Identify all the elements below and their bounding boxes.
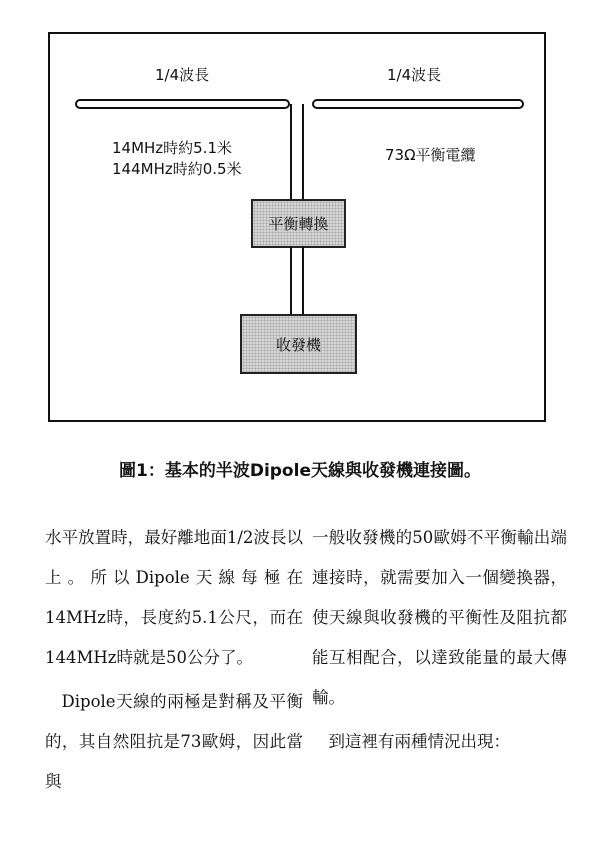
right-paragraph-2: 到這裡有兩種情況出現： (328, 732, 510, 751)
right-paragraph-1: 一般收發機的50歐姆不平衡輸出端連接時，就需要加入一個變換器，使天線與收發機的平衡性及阻抗都能互相配合，以達致能量的最大傳輸。 (312, 528, 567, 707)
right-quarter-wave-label: 1/4波長 (387, 66, 442, 84)
dipole-right-element (312, 99, 524, 109)
feedline-left-upper (290, 104, 292, 200)
left-paragraph-1: 水平放置時，最好離地面1/2波長以上。所以Dipole天線每極在14MHz時，長度約5.1公尺，而在144MHz時就是50公分了。 (45, 528, 303, 667)
figure-frame (48, 32, 546, 422)
left-text-column (45, 518, 303, 802)
left-quarter-wave-label: 1/4波長 (155, 66, 210, 84)
left-paragraph-2: Dipole天線的兩極是對稱及平衡的，其自然阻抗是73歐姆，因此當與 (45, 692, 303, 791)
cable-label: 73Ω平衡電纜 (385, 146, 476, 164)
feedline-left-lower (290, 246, 292, 316)
feedline-right-lower (302, 246, 304, 316)
balun-box (251, 199, 346, 248)
right-text-column (312, 518, 567, 762)
transceiver-label: 收發機 (275, 335, 321, 354)
feedline-right-upper (302, 104, 304, 200)
dipole-left-element (75, 99, 290, 109)
balun-label: 平衡轉換 (268, 215, 329, 233)
transceiver-box (240, 314, 357, 374)
figure-caption: 圖1：基本的半波Dipole天線與收發機連接圖。 (119, 461, 481, 481)
hf-length-label: 14MHz時約5.1米 (112, 139, 233, 157)
vhf-length-label: 144MHz時約0.5米 (112, 160, 242, 178)
